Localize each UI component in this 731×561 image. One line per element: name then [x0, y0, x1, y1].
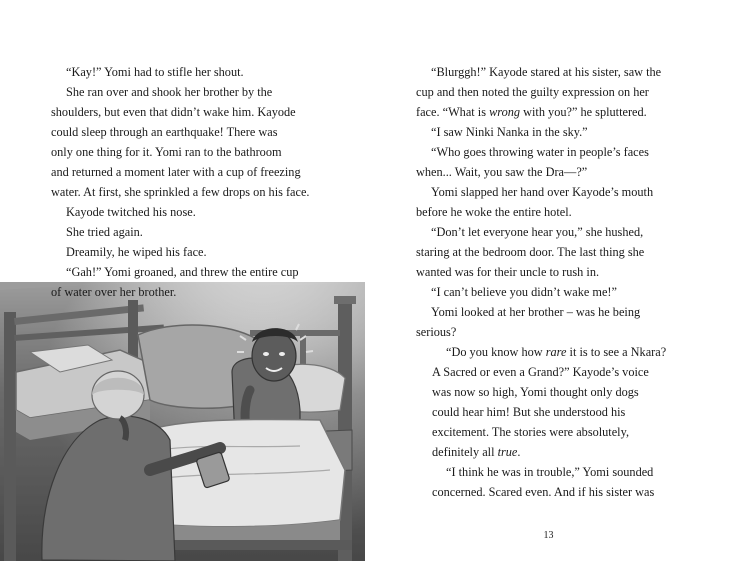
text-line: “I saw Ninki Nanka in the sky.” [431, 125, 588, 139]
text-line: concerned. Scared even. And if his sister was [432, 485, 655, 499]
text-span: face. “What is [416, 105, 490, 119]
text-line: cup and then noted the guilty expression on her [416, 85, 649, 99]
text-line: Kayode twitched his nose. [66, 205, 196, 219]
page-number: 13 [543, 530, 554, 541]
text-line: “Gah!” Yomi groaned, and threw the entire cup [66, 265, 299, 279]
text-line: Dreamily, he wiped his face. [66, 245, 207, 259]
text-line: shoulders, but even that didn’t wake him. Kayode [51, 105, 296, 119]
text-span: it is to see a Nkara? [566, 345, 667, 359]
text-line: “Blurggh!” Kayode stared at his sister, saw the [431, 65, 662, 79]
text-span: . [517, 445, 521, 459]
text-line [416, 102, 666, 122]
text-line: could hear him! But she understood his [432, 405, 626, 419]
left-page-text [51, 62, 310, 302]
emphasis-text: wrong [489, 105, 521, 119]
text-line: “Kay!” Yomi had to stifle her shout. [66, 65, 244, 79]
right-page [366, 0, 731, 561]
text-line: and returned a moment later with a cup of freezing [51, 165, 301, 179]
text-line: She ran over and shook her brother by the [66, 85, 273, 99]
text-line: She tried again. [66, 225, 143, 239]
text-line: Yomi looked at her brother – was he being [431, 305, 641, 319]
text-line: “I can’t believe you didn’t wake me!” [431, 285, 617, 299]
emphasis-text: rare [545, 345, 567, 359]
right-page-text [416, 62, 666, 502]
text-line: water. At first, she sprinkled a few drops on his face. [51, 185, 310, 199]
text-line: wanted was for their uncle to rush in. [416, 265, 600, 279]
text-line: serious? [416, 325, 457, 339]
left-page [0, 0, 365, 561]
text-line: of water over her brother. [51, 285, 177, 299]
text-line: only one thing for it. Yomi ran to the bathroom [51, 145, 282, 159]
text-line: “I think he was in trouble,” Yomi sounded [446, 465, 654, 479]
text-line: was now so high, Yomi thought only dogs [432, 385, 639, 399]
text-span: “Do you know how [446, 345, 546, 359]
text-line: when... Wait, you saw the Dra—?” [416, 165, 588, 179]
text-line: “Who goes throwing water in people’s faces [431, 145, 649, 159]
text-line: excitement. The stories were absolutely, [432, 425, 630, 439]
text-span: with you?” he spluttered. [520, 105, 647, 119]
text-line: A Sacred or even a Grand?” Kayode’s voice [432, 365, 649, 379]
text-line: could sleep through an earthquake! There was [51, 125, 278, 139]
text-line: Yomi slapped her hand over Kayode’s mouth [431, 185, 654, 199]
text-line: “Don’t let everyone hear you,” she hushed, [431, 225, 644, 239]
text-span: definitely all [432, 445, 498, 459]
text-line [416, 342, 666, 362]
emphasis-text: true [497, 445, 518, 459]
text-line [416, 442, 666, 462]
text-line: staring at the bedroom door. The last thing she [416, 245, 645, 259]
text-line: before he woke the entire hotel. [416, 205, 572, 219]
